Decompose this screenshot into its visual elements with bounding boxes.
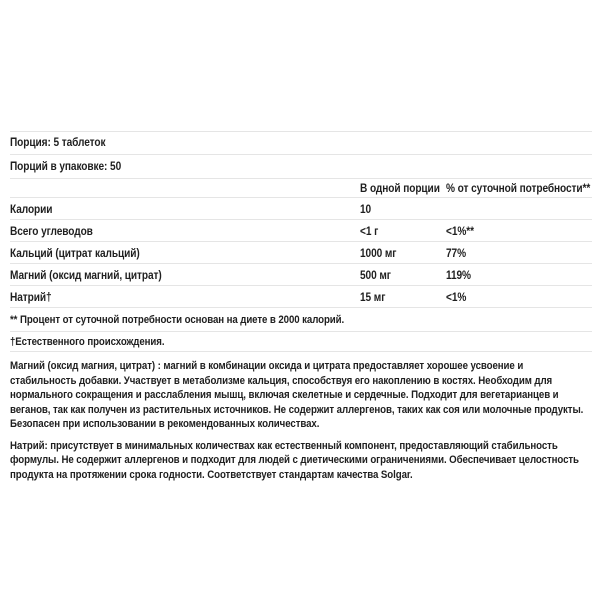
header-amount-cell <box>360 179 446 197</box>
nutrient-amount: 10 <box>360 203 372 216</box>
sodium-description-paragraph: Натрий: присутствует в минимальных количествах как естественный компонент, предоставляющий стабильность формулы. Не содержит аллергенов и подходит для людей с диетическими ограничениями. Обеспечивает целостность продукта на протяжении срока годности. Соответствует стандартам качества Solgar. <box>10 439 579 481</box>
nutrient-label: Кальций (цитрат кальций) <box>10 247 140 260</box>
header-amount-label: В одной порции <box>360 183 440 195</box>
nutrient-dv: 77% <box>446 247 466 260</box>
nutrient-dv: 119% <box>446 269 471 282</box>
nutrient-amount: 1000 мг <box>360 247 397 260</box>
table-row-calcium <box>10 242 592 264</box>
footnote-natural-origin-text: †Естественного происхождения. <box>10 335 165 348</box>
nutrient-label: Магний (оксид магний, цитрат) <box>10 269 162 282</box>
footnote-daily-value-text: ** Процент от суточной потребности основан на диете в 2000 калорий. <box>10 313 345 326</box>
footnote-natural-origin-row <box>10 332 592 352</box>
nutrient-dv: <1% <box>446 291 467 304</box>
servings-per-container-row <box>10 155 592 179</box>
header-dv-label: % от суточной потребности** <box>446 183 591 195</box>
supplement-facts-table <box>10 131 592 482</box>
nutrient-dv: <1%** <box>446 225 474 238</box>
nutrient-label: Всего углеводов <box>10 225 93 238</box>
nutrient-amount: 500 мг <box>360 269 391 282</box>
serving-size-row <box>10 131 592 155</box>
table-header-row <box>10 179 592 198</box>
table-row-carbohydrates <box>10 220 592 242</box>
servings-per-container-text: Порций в упаковке: 50 <box>10 160 122 173</box>
table-row-magnesium <box>10 264 592 286</box>
nutrient-amount: <1 г <box>360 225 379 238</box>
magnesium-description-paragraph: Магний (оксид магния, цитрат) : магний в комбинации оксида и цитрата предоставляет хорошее усвоение и стабильность добавки. Участвует в метаболизме кальция, способствуя его накоплению в костях. Необходим для нормального сокращения и расслабления мышц, включая скелетные и сердечные. Подходит для вегетарианцев и веганов, так как получен из растительных источников. Не содержит аллергенов, таких как соя или молочные продукты. Безопасен при использовании в рекомендованных количествах. <box>10 360 584 430</box>
nutrient-label: Натрий† <box>10 291 52 304</box>
nutrient-label: Калории <box>10 203 53 216</box>
table-row-sodium <box>10 286 592 308</box>
footnote-daily-value-row <box>10 308 592 332</box>
table-row-calories <box>10 198 592 220</box>
header-dv-cell <box>446 179 600 197</box>
serving-size-text: Порция: 5 таблеток <box>10 137 106 149</box>
nutrient-amount: 15 мг <box>360 291 386 304</box>
